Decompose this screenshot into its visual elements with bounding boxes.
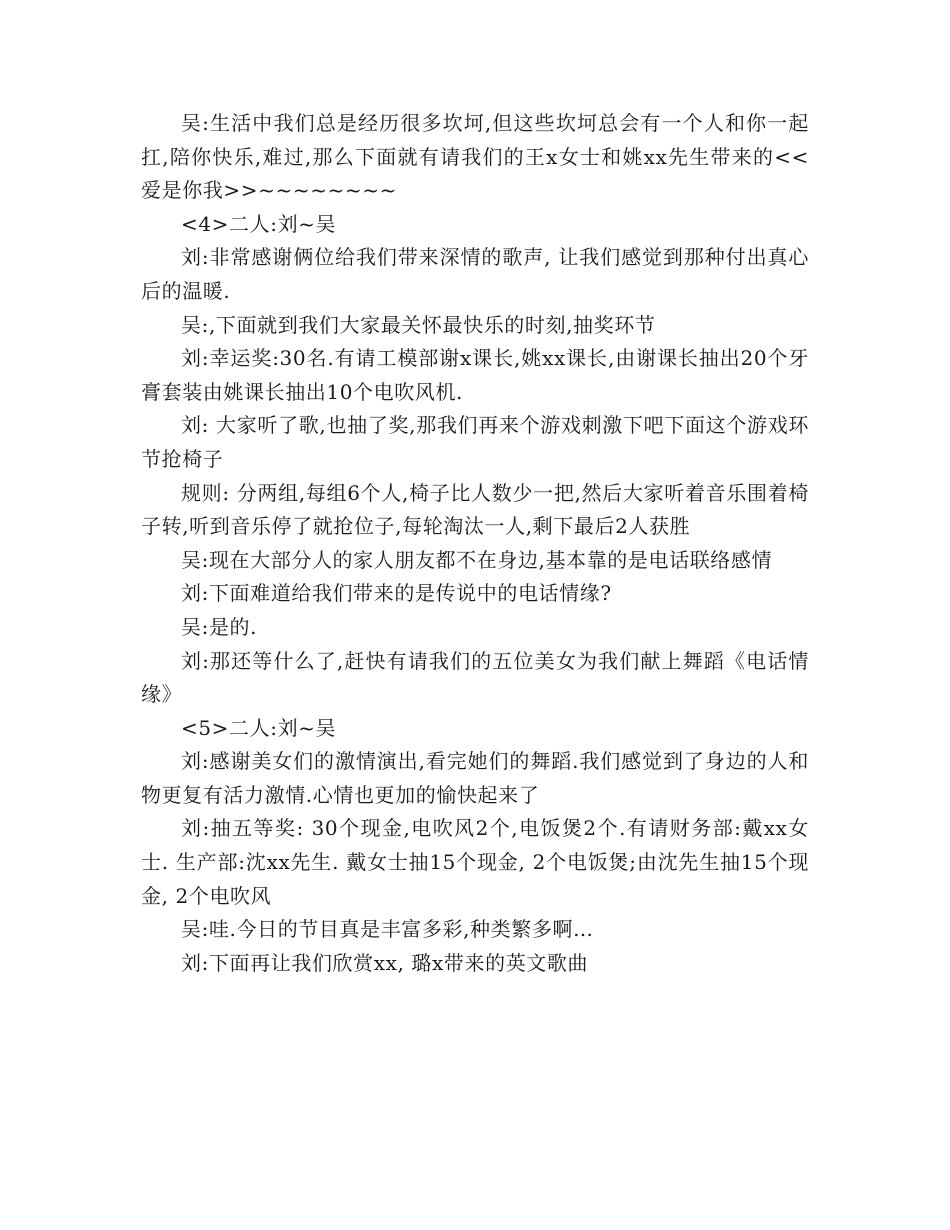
paragraph-section-4-heading: <4>二人:刘~吴 [181, 211, 337, 236]
paragraph-section-5-heading: <5>二人:刘~吴 [181, 715, 337, 740]
paragraph-wu-yes: 吴:是的. [181, 614, 258, 639]
paragraph-liu-game-intro: 刘: 大家听了歌,也抽了奖,那我们再来个游戏刺激下吧下面这个游戏环节抢椅子 [141, 413, 809, 471]
paragraph-liu-phone-question: 刘:下面难道给我们带来的是传说中的电话情缘? [181, 581, 612, 606]
paragraph-wu-family-phone: 吴:现在大部分人的家人朋友都不在身边,基本靠的是电话联络感情 [181, 547, 773, 572]
paragraph-liu-english-song: 刘:下面再让我们欣赏xx, 璐x带来的英文歌曲 [181, 950, 589, 975]
paragraph-liu-thanks-dancers: 刘:感谢美女们的激情演出,看完她们的舞蹈.我们感觉到了身边的人和物更复有活力激情.心情也更加的愉快起来了 [141, 749, 809, 807]
paragraph-liu-lucky-prize: 刘:幸运奖:30名.有请工模部谢x课长,姚xx课长,由谢课长抽出20个牙膏套装由姚课长抽出10个电吹风机. [141, 346, 809, 404]
paragraph-game-rules: 规则: 分两组,每组6个人,椅子比人数少一把,然后大家听着音乐围着椅子转,听到音乐停了就抢位子,每轮淘汰一人,剩下最后2人获胜 [141, 480, 809, 539]
paragraph-wu-intro-love-song: 吴:生活中我们总是经历很多坎坷,但这些坎坷总会有一个人和你一起扛,陪你快乐,难过,那么下面就有请我们的王x女士和姚xx先生带来的<<爱是你我>>~~~~~~~~ [141, 111, 809, 203]
paragraph-liu-thanks: 刘:非常感谢俩位给我们带来深情的歌声, 让我们感觉到那种付出真心后的温暖. [141, 245, 809, 303]
paragraph-liu-fifth-prize: 刘:抽五等奖: 30个现金,电吹风2个,电饭煲2个.有请财务部:戴xx女士. 生产部:沈xx先生. 戴女士抽15个现金, 2个电饭煲;由沈先生抽15个现金, 2个电吹风 [141, 816, 809, 908]
paragraph-wu-lottery: 吴:,下面就到我们大家最关怀最快乐的时刻,抽奖环节 [181, 312, 656, 337]
paragraph-wu-rich-program: 吴:哇.今日的节目真是丰富多彩,种类繁多啊… [181, 917, 594, 942]
paragraph-liu-dance-intro: 刘:那还等什么了,赶快有请我们的五位美女为我们献上舞蹈《电话情缘》 [141, 648, 809, 707]
document-body [141, 107, 809, 980]
